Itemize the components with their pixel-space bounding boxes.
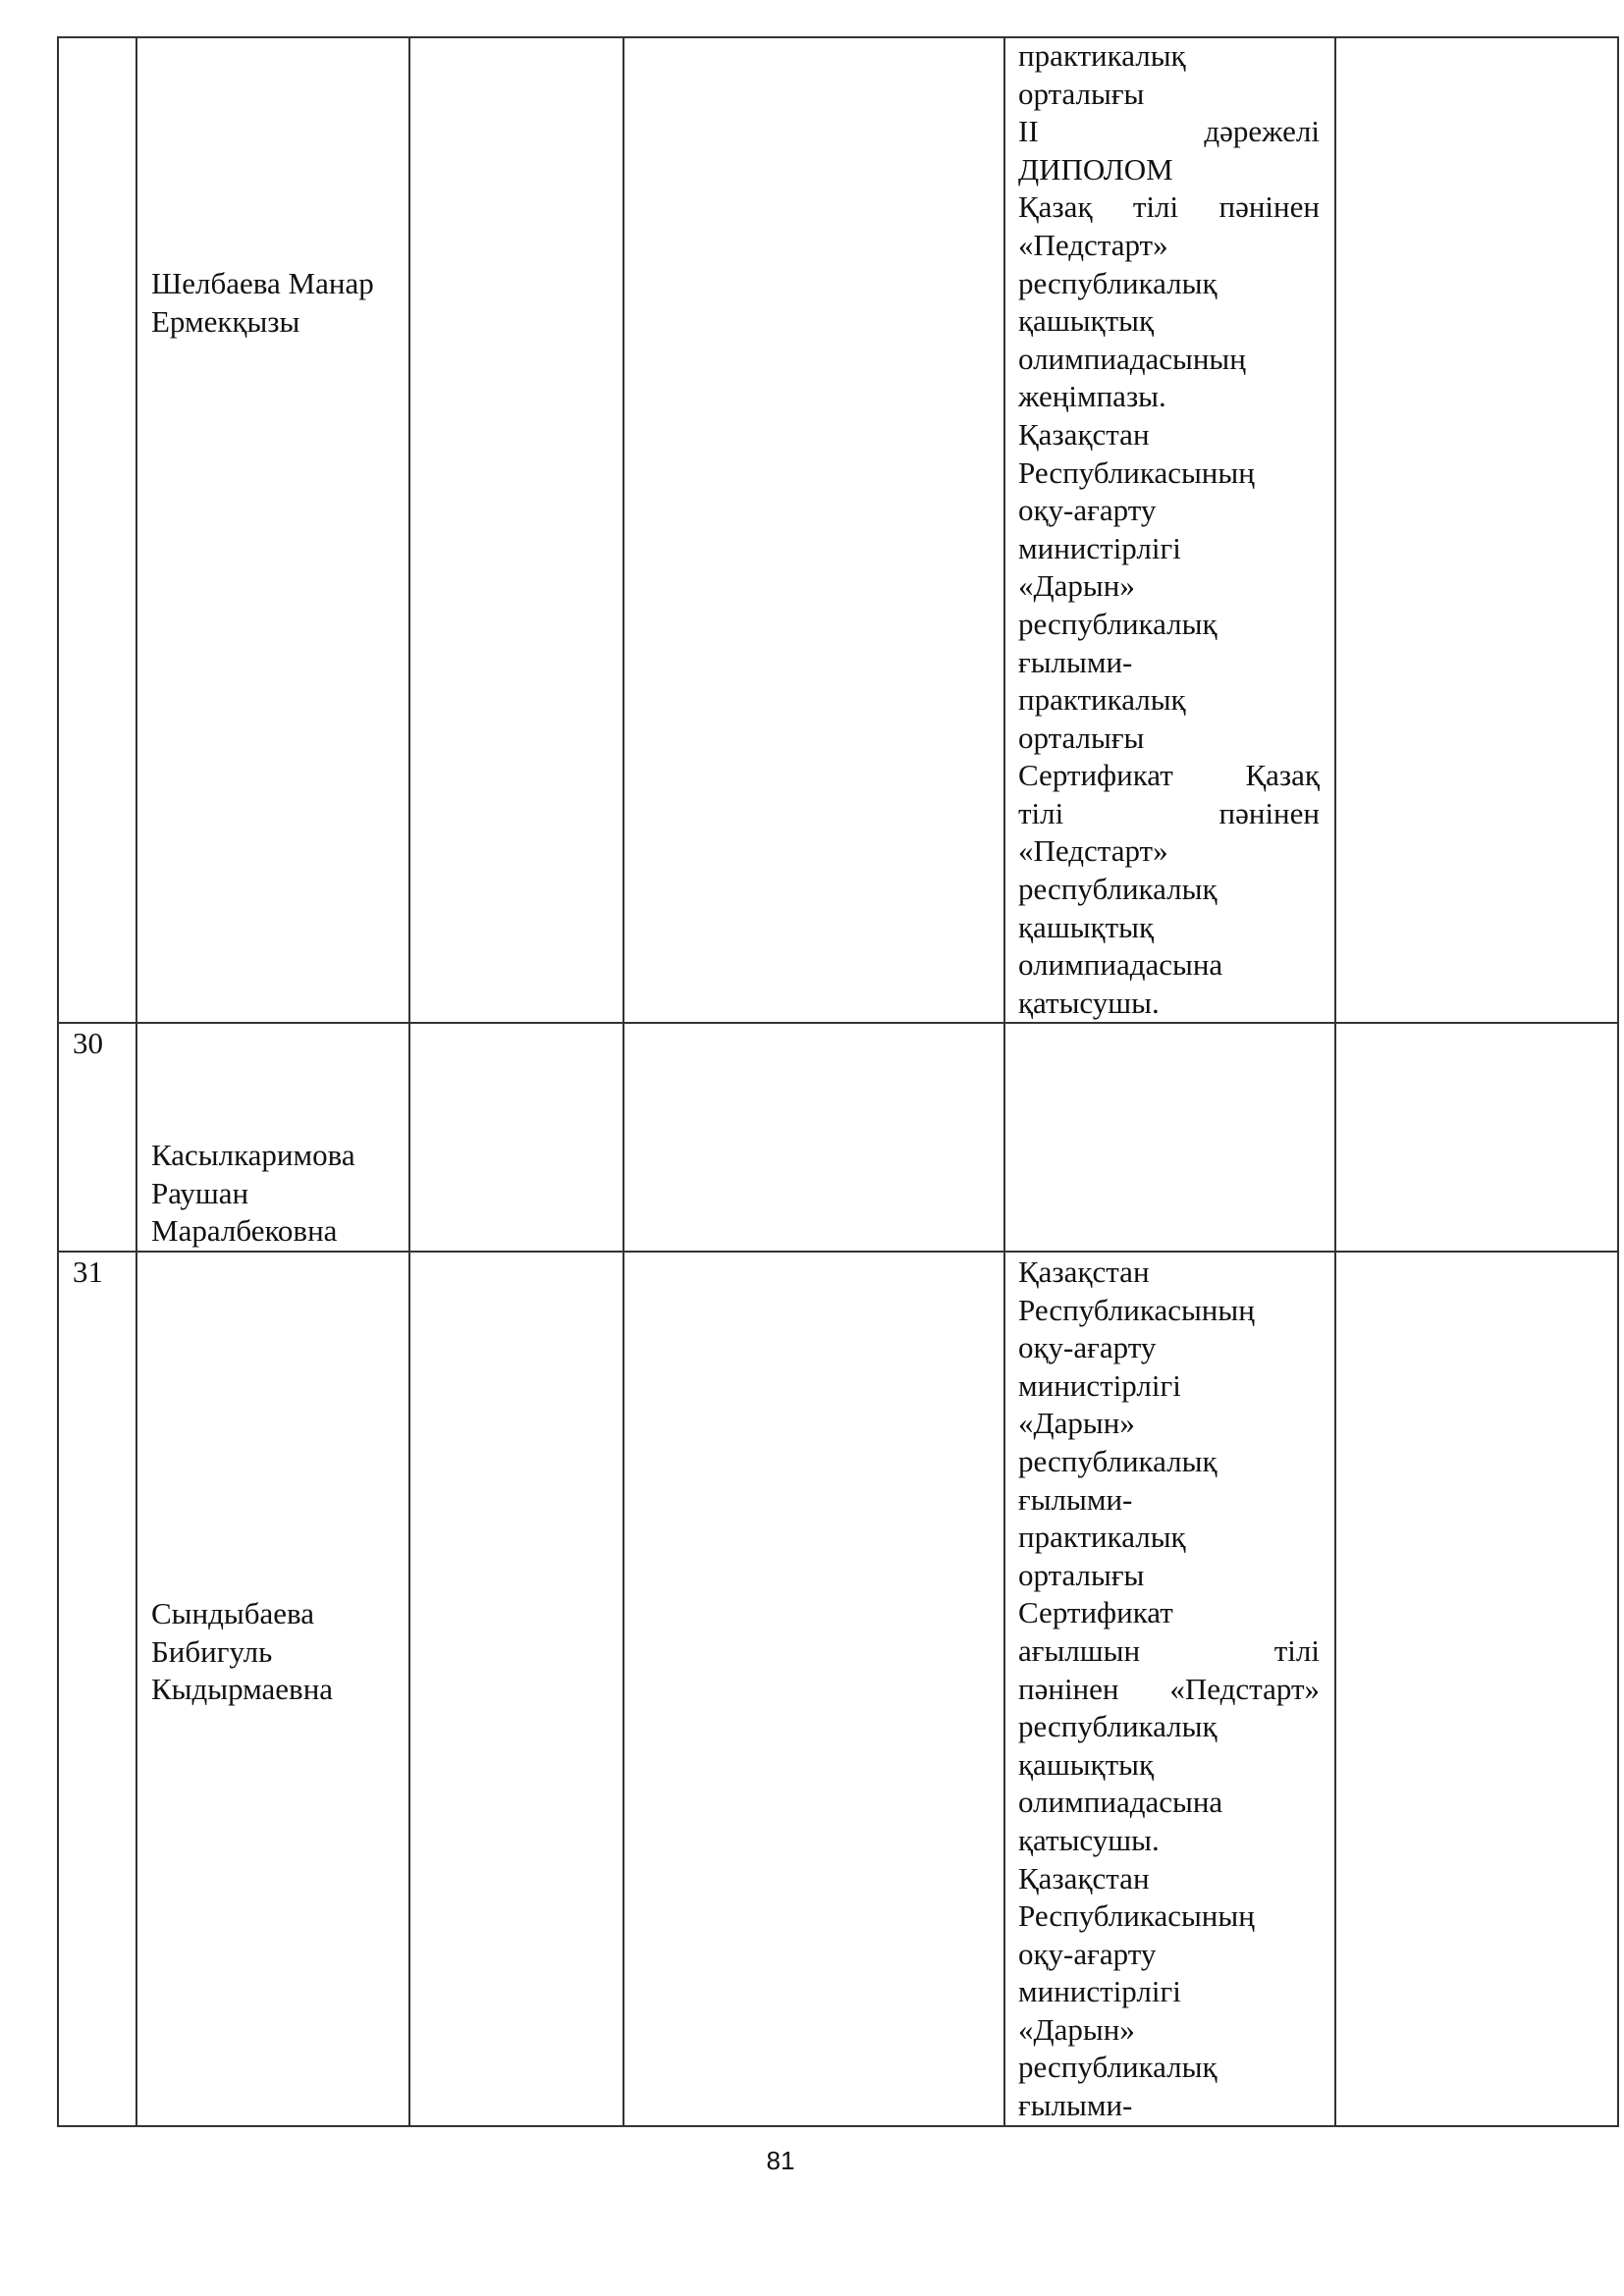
achievement-line: республикалық <box>1018 1443 1218 1478</box>
column-divider <box>1003 36 1005 2127</box>
column-divider <box>57 36 59 2127</box>
achievement-line: қашықтық <box>1018 909 1155 944</box>
page-number: 81 <box>766 2146 795 2175</box>
name-line: Сындыбаева <box>151 1596 314 1630</box>
achievement-line: оқу-ағарту <box>1018 1936 1157 1971</box>
achievement-line: практикалық <box>1018 38 1186 73</box>
achievement-line: республикалық <box>1018 1709 1218 1744</box>
column-divider <box>408 36 410 2127</box>
achievements <box>1018 37 1320 1022</box>
achievement-line: оқу-ағарту <box>1018 1330 1157 1365</box>
achievement-line: қатысушы. <box>1018 985 1160 1020</box>
achievement-line: орталығы <box>1018 1557 1145 1592</box>
achievement-line: республикалық <box>1018 265 1218 300</box>
row-number: 30 <box>73 1026 103 1060</box>
name-line: Маралбековна <box>151 1213 338 1249</box>
achievement-line: ғылыми- <box>1018 644 1133 679</box>
achievement-line: министірлігі <box>1018 1367 1181 1403</box>
achievements <box>1018 1254 1320 2125</box>
achievement-line: Қазақстан <box>1018 416 1150 452</box>
person-name <box>151 1137 355 1251</box>
achievement-line: республикалық <box>1018 2050 1218 2085</box>
achievement-line: республикалық <box>1018 872 1218 907</box>
achievement-line: Қазақстан <box>1018 1255 1150 1289</box>
row-divider <box>57 1251 1619 1253</box>
column-divider <box>135 36 137 2127</box>
table-border <box>57 2125 1619 2127</box>
column-divider <box>623 36 624 2127</box>
achievement-line: республикалық <box>1018 606 1218 641</box>
achievement-line: «Педстарт» <box>1018 833 1168 869</box>
table-border <box>57 36 1619 38</box>
achievement-line: жеңімпазы. <box>1018 379 1166 414</box>
achievement-line: практикалық <box>1018 682 1186 718</box>
achievement-line: Республикасының <box>1018 454 1255 490</box>
achievement-line: Сертификат Қазақ <box>1018 758 1320 793</box>
achievement-line: оқу-ағарту <box>1018 493 1157 528</box>
row-divider <box>57 1022 1619 1024</box>
name-line: Касылкаримова <box>151 1138 355 1172</box>
achievement-line: Республикасының <box>1018 1292 1255 1327</box>
achievement-line: Сертификат <box>1018 1595 1173 1630</box>
achievement-line: қашықтық <box>1018 303 1155 339</box>
achievement-line: практикалық <box>1018 1520 1186 1555</box>
achievement-line: II дәрежелі <box>1018 114 1320 149</box>
name-line: Ермекқызы <box>151 303 300 339</box>
name-line: Бибигуль <box>151 1633 273 1669</box>
achievement-line: «Дарын» <box>1018 568 1135 604</box>
achievement-line: министірлігі <box>1018 1974 1181 2009</box>
table-border <box>1617 36 1619 2127</box>
achievement-line: ғылыми- <box>1018 1481 1133 1517</box>
achievement-line: орталығы <box>1018 720 1145 755</box>
achievement-line: «Дарын» <box>1018 1406 1135 1441</box>
achievement-line: Қазақ тілі пәнінен <box>1018 189 1320 225</box>
achievement-line: олимпиадасына <box>1018 947 1223 983</box>
person-name <box>151 265 374 341</box>
achievement-line: ғылыми- <box>1018 2088 1133 2123</box>
achievement-line: Қазақстан <box>1018 1860 1150 1896</box>
achievement-line: Республикасының <box>1018 1898 1255 1934</box>
achievement-line: «Дарын» <box>1018 2011 1135 2047</box>
achievement-line: министірлігі <box>1018 530 1181 565</box>
achievement-line: ағылшын тілі <box>1018 1632 1320 1668</box>
achievement-line: пәнінен «Педстарт» <box>1018 1671 1320 1706</box>
achievement-line: «Педстарт» <box>1018 227 1168 262</box>
achievement-line: олимпиадасына <box>1018 1785 1223 1820</box>
name-line: Шелбаева Манар <box>151 266 374 300</box>
name-line: Кыдырмаевна <box>151 1672 334 1707</box>
achievement-line: тілі пәнінен <box>1018 795 1320 830</box>
row-number: 31 <box>73 1255 103 1289</box>
achievement-line: олимпиадасының <box>1018 341 1246 376</box>
achievement-line: ДИПОЛОМ <box>1018 151 1173 187</box>
achievement-line: орталығы <box>1018 76 1145 111</box>
column-divider <box>1334 36 1336 2127</box>
achievement-line: қатысушы. <box>1018 1822 1160 1857</box>
achievement-line: қашықтық <box>1018 1746 1155 1782</box>
name-line: Раушан <box>151 1175 249 1210</box>
person-name <box>151 1595 333 1709</box>
